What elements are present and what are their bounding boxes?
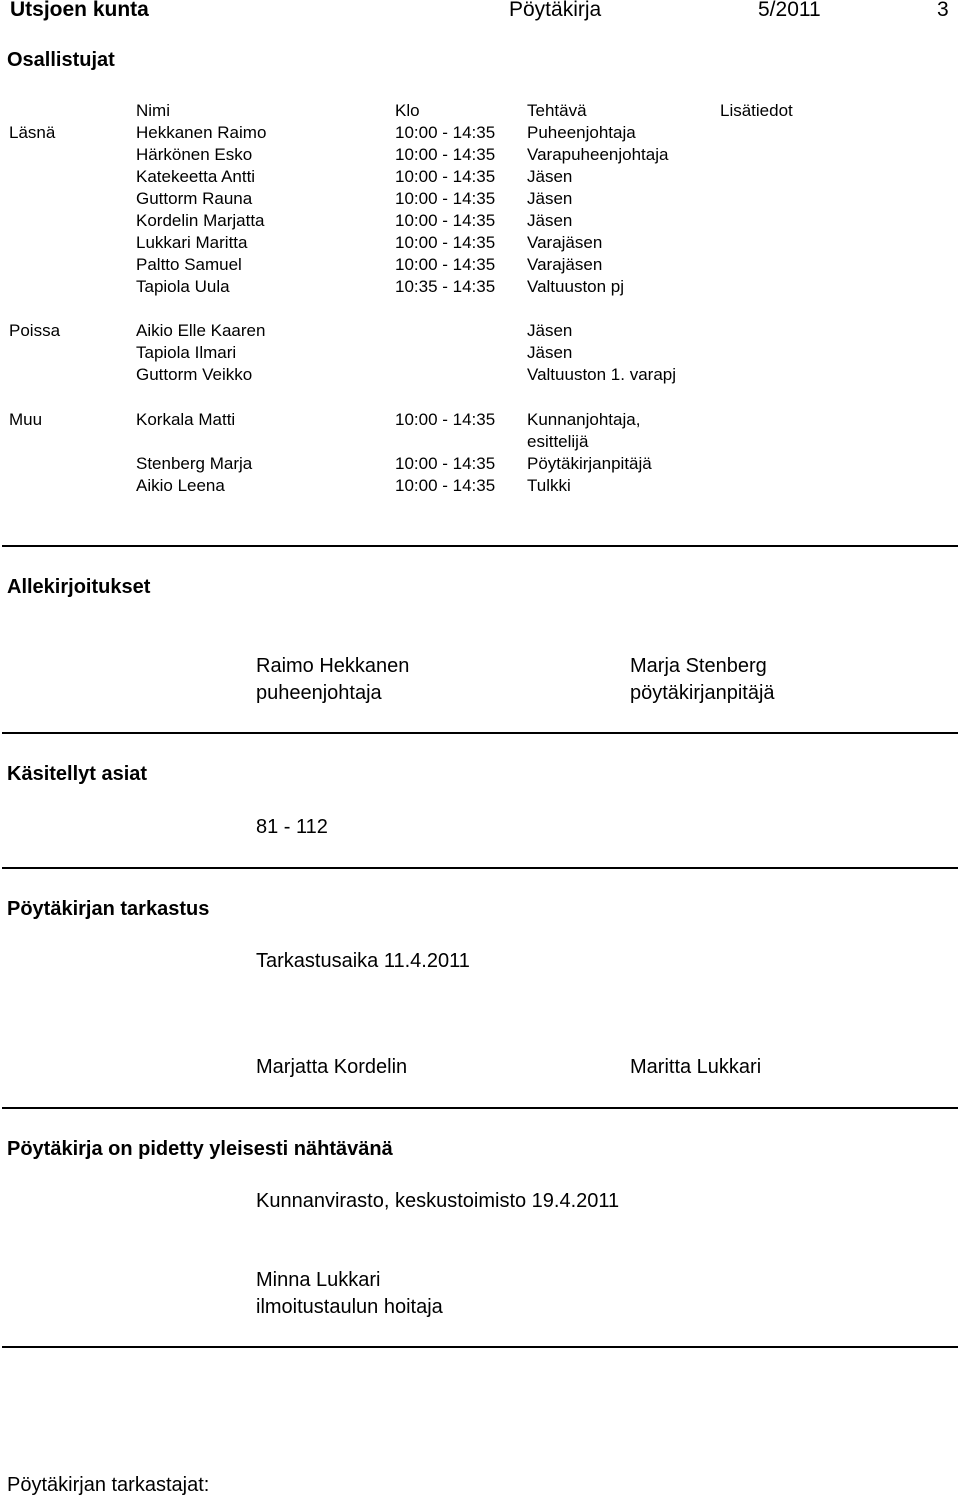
attendee-time: 10:00 - 14:35: [395, 189, 496, 208]
public-display-heading: Pöytäkirja on pidetty yleisesti nähtävänä: [7, 1138, 393, 1160]
attendee-name: Katekeetta Antti: [136, 167, 256, 186]
attendee-name: Hekkanen Raimo: [136, 123, 267, 142]
attendee-role: Varajäsen: [527, 255, 603, 274]
other-name: Stenberg Marja: [136, 454, 253, 473]
handled-items-heading: Käsitellyt asiat: [7, 763, 148, 785]
divider: [2, 867, 958, 869]
other-role-continued: esittelijä: [527, 432, 589, 451]
absent-label: Poissa: [9, 321, 61, 340]
attendee-name: Lukkari Maritta: [136, 233, 248, 252]
absent-role: Jäsen: [527, 343, 573, 362]
attendee-role: Puheenjohtaja: [527, 123, 636, 142]
other-time: 10:00 - 14:35: [395, 410, 496, 429]
attendee-role: Jäsen: [527, 167, 573, 186]
reviewer-left: Marjatta Kordelin: [256, 1056, 408, 1078]
absent-role: Jäsen: [527, 321, 573, 340]
municipality-name: Utsjoen kunta: [10, 0, 149, 21]
reviewers-label: Pöytäkirjan tarkastajat:: [7, 1474, 210, 1496]
other-role: Tulkki: [527, 476, 571, 495]
document-type: Pöytäkirja: [509, 0, 602, 21]
signer-right-title: pöytäkirjanpitäjä: [630, 682, 775, 704]
column-header-info: Lisätiedot: [720, 101, 793, 120]
other-time: 10:00 - 14:35: [395, 454, 496, 473]
attendee-time: 10:00 - 14:35: [395, 255, 496, 274]
attendee-time: 10:00 - 14:35: [395, 211, 496, 230]
absent-name: Aikio Elle Kaaren: [136, 321, 266, 340]
handled-items-range: 81 - 112: [256, 816, 328, 838]
signatures-heading: Allekirjoitukset: [7, 576, 151, 598]
other-label: Muu: [9, 410, 43, 429]
signer-left-name: Raimo Hekkanen: [256, 655, 410, 677]
attendee-name: Guttorm Rauna: [136, 189, 253, 208]
other-name: Korkala Matti: [136, 410, 236, 429]
attendee-role: Varajäsen: [527, 233, 603, 252]
reviewer-right: Maritta Lukkari: [630, 1056, 762, 1078]
attendee-name: Härkönen Esko: [136, 145, 253, 164]
divider: [2, 1346, 958, 1348]
review-time: Tarkastusaika 11.4.2011: [256, 950, 470, 972]
notice-keeper-title: ilmoitustaulun hoitaja: [256, 1296, 443, 1318]
other-role: Kunnanjohtaja,: [527, 410, 641, 429]
divider: [2, 732, 958, 734]
attendee-time: 10:00 - 14:35: [395, 167, 496, 186]
attendee-role: Jäsen: [527, 189, 573, 208]
attendee-time: 10:00 - 14:35: [395, 145, 496, 164]
attendee-name: Kordelin Marjatta: [136, 211, 265, 230]
column-header-time: Klo: [395, 101, 420, 120]
attendee-name: Paltto Samuel: [136, 255, 242, 274]
present-label: Läsnä: [9, 123, 56, 142]
public-display-place: Kunnanvirasto, keskustoimisto 19.4.2011: [256, 1190, 620, 1212]
column-header-role: Tehtävä: [527, 101, 587, 120]
divider: [2, 545, 958, 547]
document-number: 5/2011: [758, 0, 821, 21]
attendee-role: Valtuuston pj: [527, 277, 625, 296]
attendee-role: Varapuheenjohtaja: [527, 145, 669, 164]
attendee-time: 10:35 - 14:35: [395, 277, 496, 296]
attendee-time: 10:00 - 14:35: [395, 233, 496, 252]
absent-name: Tapiola Ilmari: [136, 343, 237, 362]
other-role: Pöytäkirjanpitäjä: [527, 454, 652, 473]
absent-role: Valtuuston 1. varapj: [527, 365, 676, 384]
attendees-heading: Osallistujat: [7, 49, 115, 71]
attendee-name: Tapiola Uula: [136, 277, 230, 296]
other-time: 10:00 - 14:35: [395, 476, 496, 495]
absent-name: Guttorm Veikko: [136, 365, 253, 384]
column-header-name: Nimi: [136, 101, 170, 120]
review-heading: Pöytäkirjan tarkastus: [7, 898, 210, 920]
signer-left-title: puheenjohtaja: [256, 682, 382, 704]
divider: [2, 1107, 958, 1109]
attendee-role: Jäsen: [527, 211, 573, 230]
page-number: 3: [937, 0, 949, 21]
signer-right-name: Marja Stenberg: [630, 655, 767, 677]
notice-keeper-name: Minna Lukkari: [256, 1269, 381, 1291]
other-name: Aikio Leena: [136, 476, 225, 495]
attendee-time: 10:00 - 14:35: [395, 123, 496, 142]
